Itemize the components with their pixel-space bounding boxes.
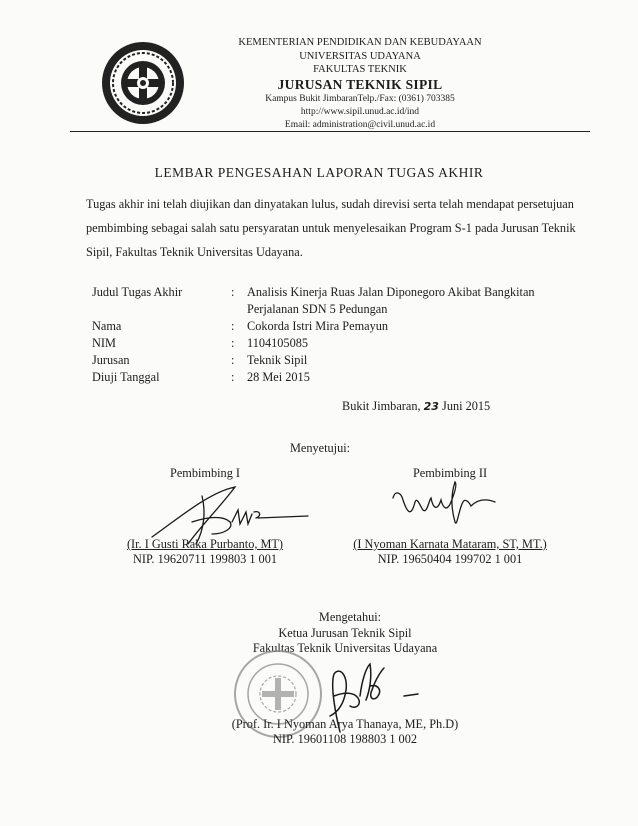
field-value-name: Cokorda Istri Mira Pemayun: [247, 319, 389, 333]
head-role-line1: Ketua Jurusan Teknik Sipil: [278, 626, 412, 640]
field-value-nim: 1104105085: [247, 336, 309, 350]
field-value-title: Analisis Kinerja Ruas Jalan Diponegoro Akibat Bangkitan: [247, 285, 535, 299]
field-value-exam-date: 28 Mei 2015: [247, 370, 310, 384]
approval-heading: Menyetujui:: [289, 441, 351, 455]
place-date-day: 23: [423, 400, 439, 413]
intro-paragraph: Tugas akhir ini telah diujikan dan dinyatakan lulus, sudah direvisi serta telah mendapat persetujuan pembimbing sebagai salah satu persyaratan untuk menyelesaikan Program S-1 pada Jurusan Teknik Sipil, Fakultas Teknik Universitas Udayana.: [86, 197, 576, 259]
ministry-name: KEMENTERIAN PENDIDIKAN DAN KEBUDAYAAN: [238, 37, 482, 48]
field-label-exam-date: Diuji Tanggal: [92, 370, 160, 384]
advisor2-signature: [385, 478, 505, 543]
advisor1-nip: NIP. 19620711 199803 1 001: [132, 552, 278, 566]
faculty-name: FAKULTAS TEKNIK: [313, 64, 407, 75]
email: Email: administration@civil.unud.ac.id: [284, 119, 436, 130]
head-nip: NIP. 19601108 198803 1 002: [272, 732, 418, 746]
place-date: [342, 398, 490, 415]
advisor2-name: (I Nyoman Karnata Mataram, ST, MT.): [353, 537, 547, 551]
field-value-department: Teknik Sipil: [247, 353, 308, 367]
place-date-month-year: Juni 2015: [442, 399, 491, 413]
field-colon: :: [231, 370, 235, 384]
field-colon: :: [231, 336, 235, 350]
document-title: LEMBAR PENGESAHAN LAPORAN TUGAS AKHIR: [154, 165, 484, 180]
department-name: JURUSAN TEKNIK SIPIL: [277, 76, 443, 92]
field-label-department: Jurusan: [92, 353, 130, 367]
head-name: (Prof. Ir. I Nyoman Arya Thanaya, ME, Ph.D): [231, 717, 459, 731]
header-divider: [70, 131, 590, 132]
advisor1-name: (Ir. I Gusti Raka Purbanto, MT): [126, 537, 284, 551]
field-value-title-line2: Perjalanan SDN 5 Pedungan: [247, 302, 388, 316]
university-seal-icon: [100, 40, 186, 126]
field-label-title: Judul Tugas Akhir: [92, 285, 183, 299]
head-role-line2: Fakultas Teknik Universitas Udayana: [252, 641, 438, 655]
letterhead: [195, 36, 525, 132]
field-colon: :: [231, 319, 235, 333]
advisor2-role: Pembimbing II: [412, 466, 488, 480]
advisor2-nip: NIP. 19650404 199702 1 001: [377, 552, 523, 566]
field-label-nim: NIM: [92, 336, 116, 350]
field-colon: :: [231, 353, 235, 367]
address: Kampus Bukit JimbaranTelp./Fax: (0361) 703385: [265, 93, 455, 104]
university-name: UNIVERSITAS UDAYANA: [299, 50, 421, 62]
field-label-name: Nama: [92, 319, 122, 333]
place-date-place: Bukit Jimbaran,: [342, 399, 421, 413]
advisor1-role: Pembimbing I: [169, 466, 241, 480]
website: http://www.sipil.unud.ac.id/ind: [300, 106, 420, 117]
acknowledge-heading: Mengetahui:: [318, 610, 382, 624]
field-colon: :: [231, 285, 235, 299]
